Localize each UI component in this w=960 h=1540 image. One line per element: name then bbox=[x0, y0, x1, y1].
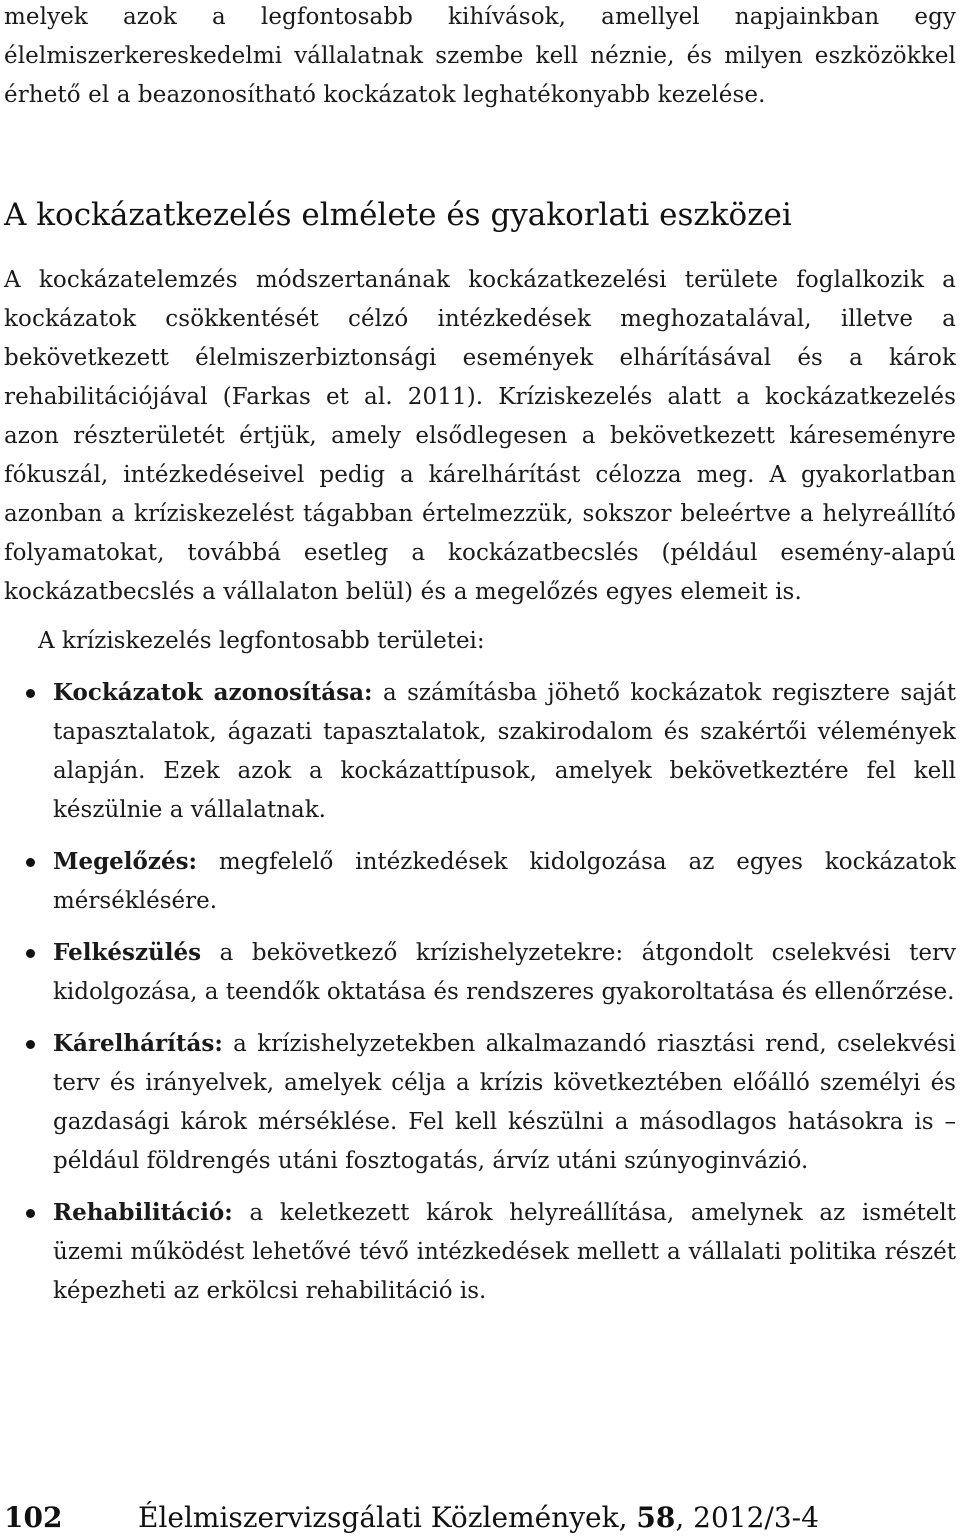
page-number: 102 bbox=[4, 1501, 63, 1534]
list-item-text: a számításba jöhető kockázatok regisztere saját tapasztalatok, ágazati tapasztalatok, szakirodalom és szakértői vélemények alapján. Ezek azok a kockázattípusok, amelyek bekövetkeztére fel kell készülnie a vállalatnak. bbox=[53, 680, 957, 823]
list-item-text: a krízishelyzetekben alkalmazandó riasztási rend, cselekvési terv és irányelvek, amelyek célja a krízis következtében előálló személyi és gazdasági károk mérséklése. Fel kell készülni a másodlagos hatásokra is – például földrengés utáni fosztogatás, árvíz utáni szúnyoginvázió. bbox=[53, 1031, 956, 1174]
list-item-text: a keletkezett károk helyreállítása, amelynek az ismételt üzemi működést lehetővé tévő intézkedések mellett a vállalati politika részét képezheti az erkölcsi rehabilitáció is. bbox=[53, 1200, 956, 1304]
journal-issue: , 2012/3-4 bbox=[675, 1501, 819, 1534]
list-item-term: Rehabilitáció: bbox=[53, 1199, 233, 1226]
list-item-text: megfelelő intézkedések kidolgozása az egyes kockázatok mérséklésére. bbox=[53, 849, 956, 914]
list-item bbox=[4, 842, 956, 921]
list-item bbox=[4, 1024, 956, 1181]
bullet-icon bbox=[26, 1209, 35, 1218]
list-item-term: Kockázatok azonosítása: bbox=[53, 679, 373, 706]
document-page bbox=[4, 0, 956, 1323]
list-item-term: Kárelhárítás: bbox=[53, 1030, 223, 1057]
journal-name: Élelmiszervizsgálati Közlemények, bbox=[138, 1501, 637, 1534]
bullet-icon bbox=[26, 949, 35, 958]
bullet-icon bbox=[26, 858, 35, 867]
bullet-icon bbox=[26, 689, 35, 698]
list-item-term: Felkészülés bbox=[53, 939, 202, 966]
bullet-icon bbox=[26, 1040, 35, 1049]
section-title: A kockázatkezelés elmélete és gyakorlati eszközei bbox=[4, 197, 792, 233]
list-item bbox=[4, 933, 956, 1012]
section-paragraph: A kockázatelemzés módszertanának kockázatkezelési területe foglalkozik a kockázatok csökkentését célzó intézkedések meghozatalával, illetve a bekövetkezett élelmiszerbiztonsági események elhárításával és a károk rehabilitációjával (Farkas et al. 2011). Kríziskezelés alatt a kockázatkezelés azon részterületét értjük, amely elsődlegesen a bekövetkezett káreseményre fókuszál, intézkedéseivel pedig a kárelhárítást célozza meg. A gyakorlatban azonban a kríziskezelést tágabban értelmezzük, sokszor beleértve a helyreállító folyamatokat, továbbá esetleg a kockázatbecslés (például esemény-alapú kockázatbecslés a vállalaton belül) és a megelőzés egyes elemeit is. bbox=[4, 267, 956, 605]
intro-paragraph: melyek azok a legfontosabb kihívások, amellyel napjainkban egy élelmiszerkereskedelmi vállalatnak szembe kell néznie, és milyen eszközökkel érhető el a beazonosítható kockázatok leghatékonyabb kezelése. bbox=[4, 4, 956, 108]
list-intro: A kríziskezelés legfontosabb területei: bbox=[38, 628, 485, 654]
list-item-text: a bekövetkező krízishelyzetekre: átgondolt cselekvési terv kidolgozása, a teendők oktatása és rendszeres gyakoroltatása és ellenőrzése. bbox=[53, 940, 956, 1005]
list-item bbox=[4, 673, 956, 830]
crisis-areas-list bbox=[4, 673, 956, 1311]
journal-citation bbox=[138, 1501, 819, 1534]
list-item bbox=[4, 1193, 956, 1311]
page-footer bbox=[4, 1498, 956, 1538]
journal-volume: 58 bbox=[636, 1501, 676, 1534]
list-item-term: Megelőzés: bbox=[53, 848, 198, 875]
